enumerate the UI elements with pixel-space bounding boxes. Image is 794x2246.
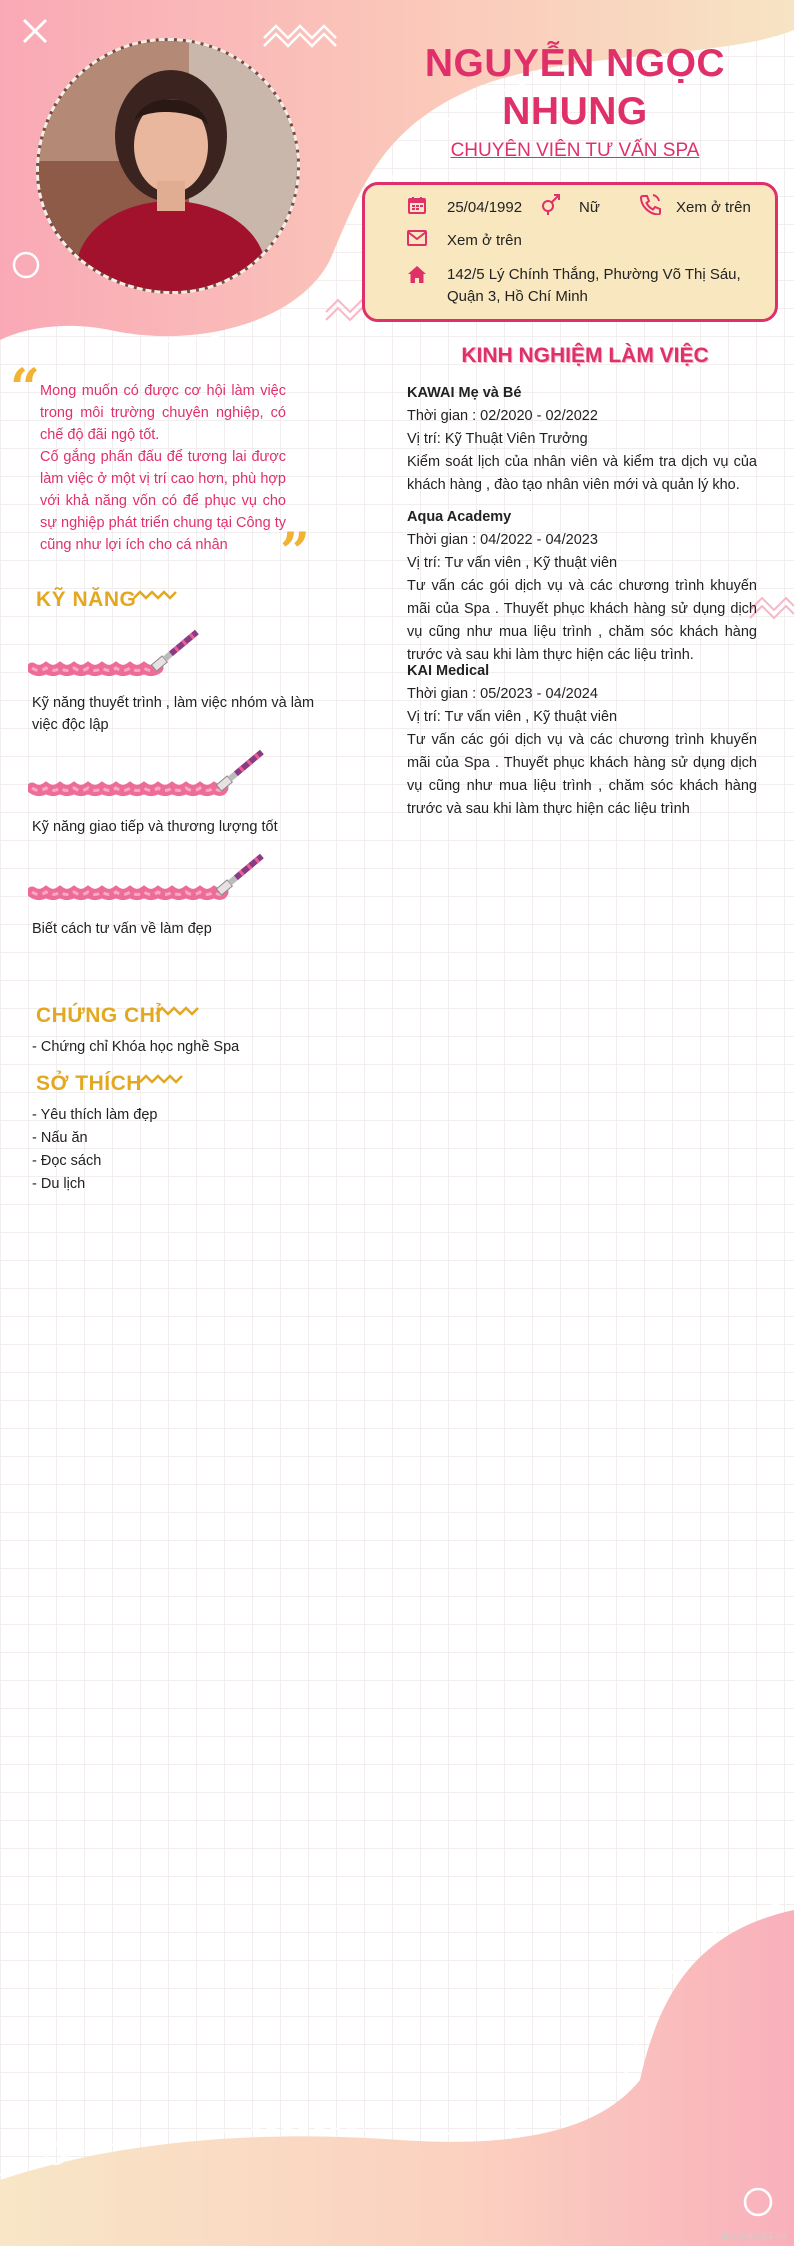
job-time: Thời gian : 05/2023 - 04/2024	[407, 686, 598, 702]
hobby-item: - Đọc sách	[32, 1153, 102, 1169]
watermark: dieutrap123.vn	[719, 2231, 786, 2242]
phone-value: Xem ở trên	[676, 199, 751, 216]
skills-heading: KỸ NĂNG	[36, 588, 137, 611]
close-quote-icon: ”	[280, 522, 310, 583]
certificate-item: - Chứng chỉ Khóa học nghề Spa	[32, 1039, 240, 1055]
job-entry	[407, 660, 757, 821]
squiggle-icon	[154, 1004, 202, 1020]
hobbies-heading: SỞ THÍCH	[36, 1072, 142, 1095]
birthday-value: 25/04/1992	[447, 199, 523, 216]
skill-level-bar	[32, 749, 264, 791]
experience-heading: KINH NGHIỆM LÀM VIỆC	[461, 344, 709, 367]
job-company: KAWAI Mẹ và Bé	[407, 385, 522, 401]
job-description: Kiểm soát lịch của nhân viên và kiểm tra dịch vụ của khách hàng , đào tạo nhân viên mới và quản lý kho.	[407, 454, 757, 493]
gender-value: Nữ	[579, 199, 600, 216]
profile-photo	[36, 38, 300, 294]
job-time: Thời gian : 04/2022 - 04/2023	[407, 532, 598, 548]
email-value: Xem ở trên	[447, 232, 522, 249]
hobby-item: - Nấu ăn	[32, 1130, 88, 1146]
brush-icon	[151, 629, 199, 671]
circle-decor	[14, 253, 38, 277]
job-position: Vị trí: Kỹ Thuật Viên Trưởng	[407, 431, 588, 447]
contact-info-box	[362, 182, 778, 322]
circle-decor	[745, 2189, 771, 2215]
address-line-1: 142/5 Lý Chính Thắng, Phường Võ Thị Sáu,	[447, 266, 741, 283]
hobby-item: - Du lịch	[32, 1176, 86, 1192]
squiggle-icon	[138, 1072, 186, 1088]
job-entry	[407, 506, 757, 667]
circle-decor	[46, 2144, 66, 2164]
job-entry	[407, 382, 757, 497]
address-line-2: Quận 3, Hồ Chí Minh	[447, 288, 588, 305]
phone-icon	[639, 193, 661, 221]
job-description: Tư vấn các gói dịch vụ và các chương trình khuyến mãi của Spa . Thuyết phục khách hàng sử dụng dịch vụ cũng như mua liệu trình , chăm sóc khách hàng trước và sau khi làm thực hiện các liệu trình.	[407, 578, 757, 663]
job-position: Vị trí: Tư vấn viên , Kỹ thuật viên	[407, 555, 618, 571]
open-quote-icon: “	[10, 358, 40, 419]
skill-level-bar	[32, 853, 264, 895]
zigzag-icon	[264, 26, 336, 46]
job-company: KAI Medical	[407, 663, 490, 679]
skill-item-text: Kỹ năng thuyết trình , làm việc nhóm và làm việc độc lập	[32, 695, 315, 733]
hobby-item: - Yêu thích làm đẹp	[32, 1107, 158, 1123]
brush-icon	[216, 853, 264, 895]
hobby-list	[32, 1104, 157, 1196]
skill-level-bar	[32, 629, 199, 671]
objective-text: Mong muốn có được cơ hội làm việc trong môi trường chuyên nghiệp, có chế độ đãi ngộ tốt. Cố gắng phấn đấu để tương lai được làm việc ở một vị trí cao hơn, phù hợp với khả năng vốn có để phục vụ cho sự nghiệp phát triển chung tại Công ty cũng như lợi ích cho cá nhân	[40, 383, 286, 553]
skill-item-text: Kỹ năng giao tiếp và thương lượng tốt	[32, 819, 278, 835]
certificates-heading: CHỨNG CHỈ	[36, 1004, 162, 1027]
job-time: Thời gian : 02/2020 - 02/2022	[407, 408, 598, 424]
candidate-name: NGUYỄN NGỌC NHUNG	[424, 42, 726, 133]
mail-icon	[407, 229, 427, 253]
brush-icon	[216, 749, 264, 791]
skill-item-text: Biết cách tư vấn về làm đẹp	[32, 921, 212, 937]
home-icon	[407, 265, 427, 291]
certificate-list	[32, 1036, 239, 1059]
job-company: Aqua Academy	[407, 509, 512, 525]
calendar-icon	[407, 195, 427, 221]
job-position: Vị trí: Tư vấn viên , Kỹ thuật viên	[407, 709, 618, 725]
skill-bars	[28, 610, 328, 930]
career-objective	[40, 380, 286, 556]
gender-icon	[540, 193, 562, 221]
job-title: CHUYÊN VIÊN TƯ VẤN SPA	[450, 140, 700, 161]
squiggle-icon	[132, 588, 180, 604]
job-description: Tư vấn các gói dịch vụ và các chương trình khuyến mãi của Spa . Thuyết phục khách hàng sử dụng dịch vụ cũng như mua liệu trình , chăm sóc khách hàng trước và sau khi làm thực hiện các liệu trình	[407, 732, 757, 817]
